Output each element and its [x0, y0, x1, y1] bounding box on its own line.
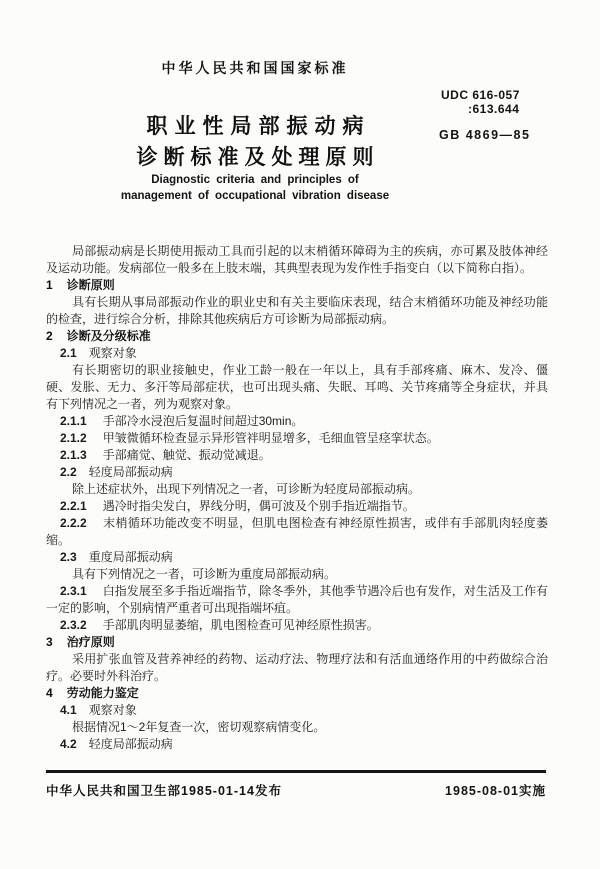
document-title-cn-line2: 诊断标准及处理原则: [136, 146, 380, 169]
clause-text: 手部痛觉、触觉、振动觉减退。: [102, 448, 271, 462]
clause-text: 甲皱微循环检查显示异形管袢明显增多，毛细血管呈痉挛状态。: [102, 431, 439, 445]
subsection-number: 4.2: [60, 737, 77, 751]
clause-2-3-1: [46, 583, 548, 617]
paragraph-2-1: 有长期密切的职业接触史，作业工龄一般在一年以上，具有手部疼痛、麻木、发冷、僵硬、发胀、无力、多汗等局部症状，也可出现头痛、失眠、耳鸣、关节疼痛等全身症状，并具有下列情况之一者，列为观察对象。: [46, 363, 548, 411]
paragraph-1: 具有长期从事局部振动作业的职业史和有关主要临床表现，结合末梢循环功能及神经功能的检查，进行综合分析，排除其他疾病后方可诊断为局部振动病。: [46, 295, 548, 326]
paragraph-4-1: 根据情况1～2年复查一次，密切观察病情变化。: [72, 720, 326, 734]
clause-2-2-1: [46, 498, 548, 515]
clause-text: 白指发展至多手指近端指节，除冬季外，其他季节遇冷后也有发作，对生活及工作有一定的影响，个别病情严重者可出现指端坏疽。: [46, 584, 548, 615]
clause-2-3-2: [46, 617, 548, 634]
clause-text: 手部肌肉明显萎缩，肌电图检查可见神经原性损害。: [102, 618, 379, 632]
standard-label: 中华人民共和国国家标准: [161, 60, 349, 76]
subsection-2-1: [46, 345, 548, 362]
subsection-number: 2.2: [60, 465, 77, 479]
subsection-title: 重度局部振动病: [88, 550, 173, 564]
intro-paragraph: 局部振动病是长期使用振动工具而引起的以末梢循环障碍为主的疾病，亦可累及肢体神经及运动功能。发病部位一般多在上肢末端，其典型表现为发作性手指变白（以下简称白指）。: [46, 244, 548, 275]
section-number: 3: [46, 635, 53, 649]
paragraph-2-2: 除上述症状外，出现下列情况之一者，可诊断为轻度局部振动病。: [72, 482, 421, 496]
section-number: 2: [46, 329, 53, 343]
document-body: [46, 243, 548, 753]
footer: [46, 781, 546, 799]
subsection-title: 轻度局部振动病: [88, 737, 173, 751]
paragraph-3: 采用扩张血管及营养神经的药物、运动疗法、物理疗法和有活血通络作用的中药做综合治疗。必要时外科治疗。: [46, 652, 548, 683]
clause-number: 2.1.3: [60, 448, 87, 462]
document-title-en-line2: management of occupational vibration disease: [120, 190, 390, 202]
section-heading-1: [46, 277, 548, 294]
section-heading-2: [46, 328, 548, 345]
section-number: 4: [46, 686, 53, 700]
standard-code: GB 4869—85: [439, 128, 531, 142]
clause-number: 2.2.1: [60, 499, 87, 513]
section-title: 诊断原则: [66, 278, 115, 292]
section-title: 诊断及分级标准: [66, 329, 151, 343]
clause-number: 2.1.2: [60, 431, 87, 445]
clause-number: 2.3.1: [60, 584, 87, 598]
clause-text: 遇冷时指尖发白，界线分明，偶可波及个别手指近端指节。: [102, 499, 415, 513]
subsection-4-1: [46, 702, 548, 719]
subsection-number: 2.1: [60, 346, 77, 360]
issued-date-text: 中华人民共和国卫生部1985-01-14发布: [46, 784, 282, 798]
paragraph-2-3: 具有下列情况之一者，可诊断为重度局部振动病。: [72, 567, 337, 581]
clause-2-2-2: [46, 515, 548, 549]
clause-text: 手部冷水浸泡后复温时间超过30min。: [102, 414, 304, 428]
subsection-2-2: [46, 464, 548, 481]
document-title-cn-line1: 职业性局部振动病: [146, 115, 371, 138]
clause-2-1-3: [46, 447, 548, 464]
subsection-title: 观察对象: [88, 346, 137, 360]
document-title-en-line1: Diagnostic criteria and principles of: [151, 174, 359, 186]
section-heading-4: [46, 685, 548, 702]
subsection-2-3: [46, 549, 548, 566]
subsection-title: 观察对象: [88, 703, 137, 717]
udc-line2: :613.644: [468, 102, 520, 116]
section-number: 1: [46, 278, 53, 292]
subsection-4-2: [46, 736, 548, 753]
section-title: 治疗原则: [66, 635, 115, 649]
section-heading-3: [46, 634, 548, 651]
section-title: 劳动能力鉴定: [66, 686, 139, 700]
subsection-number: 2.3: [60, 550, 77, 564]
effective-date-text: 1985-08-01实施: [445, 784, 546, 798]
clause-number: 2.1.1: [60, 414, 87, 428]
subsection-title: 轻度局部振动病: [88, 465, 173, 479]
clause-text: 末梢循环功能改变不明显，但肌电图检查有神经原性损害，或伴有手部肌肉轻度萎缩。: [46, 516, 548, 547]
clause-2-1-1: [46, 413, 548, 430]
clause-2-1-2: [46, 430, 548, 447]
clause-number: 2.3.2: [60, 618, 87, 632]
clause-number: 2.2.2: [60, 516, 87, 530]
footer-rule: [46, 770, 546, 773]
subsection-number: 4.1: [60, 703, 77, 717]
udc-line1: UDC 616-057: [441, 88, 520, 102]
